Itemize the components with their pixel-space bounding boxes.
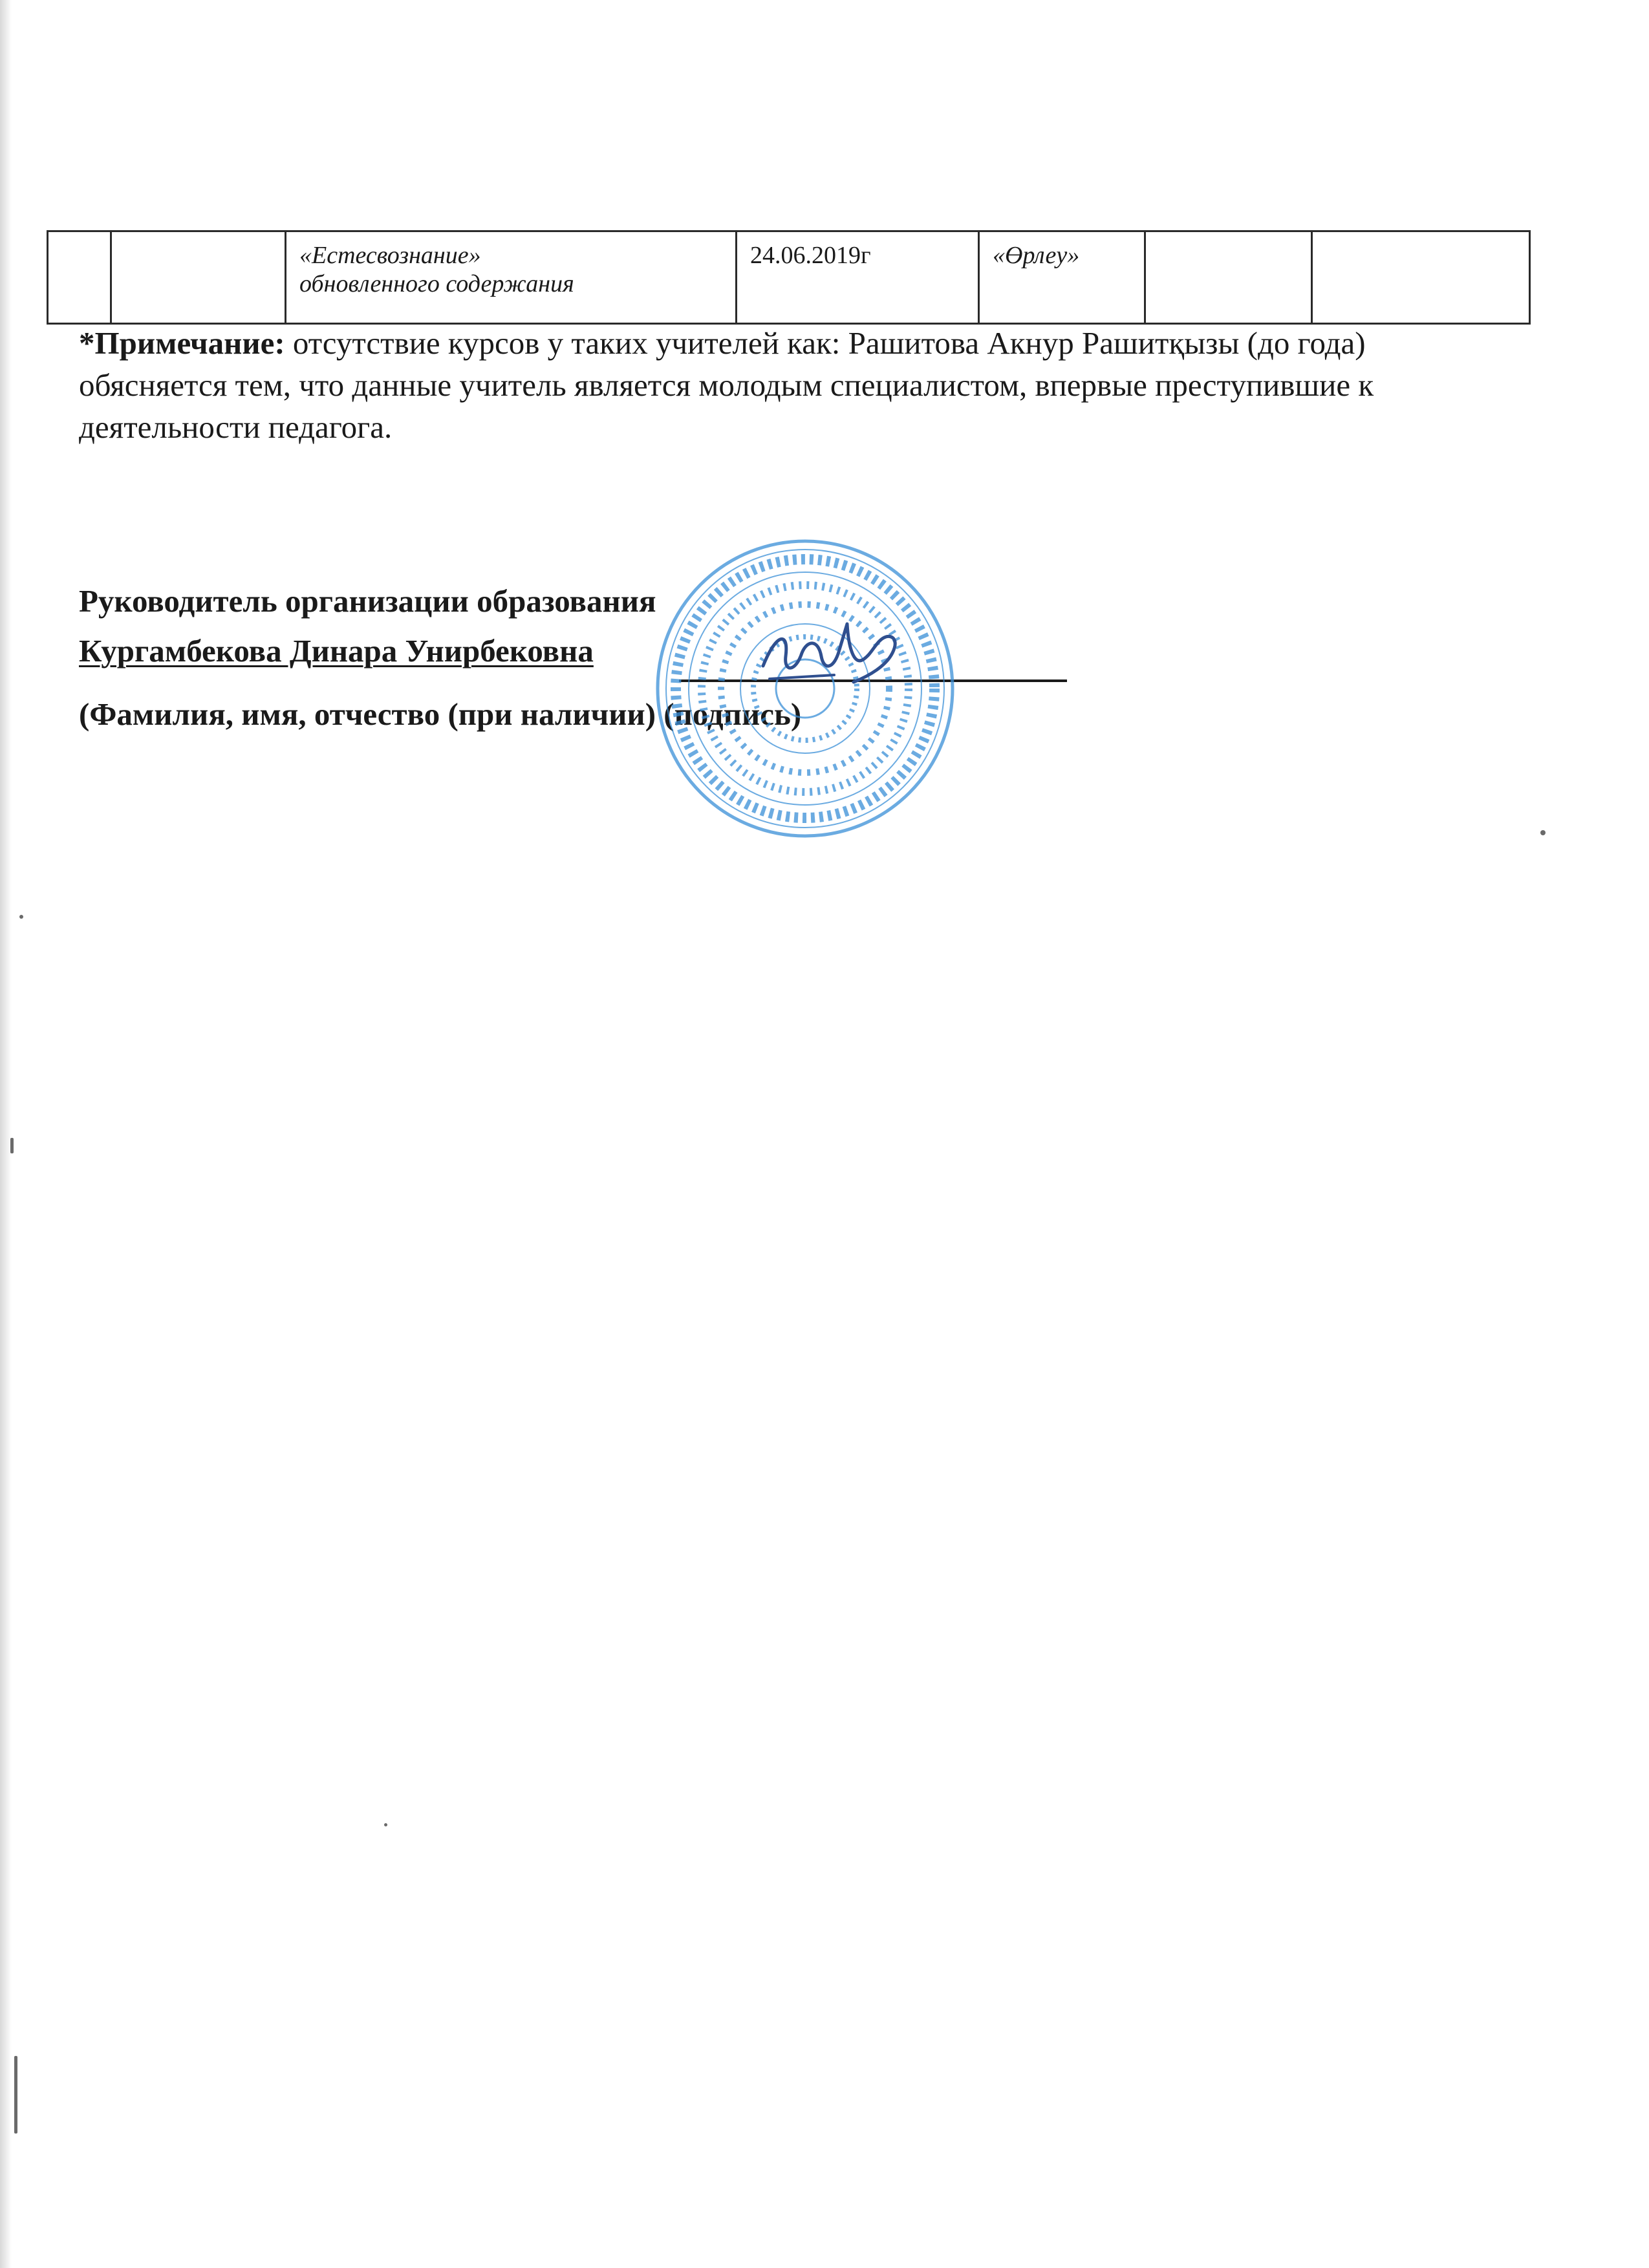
subject-line-1: «Естесвознание» xyxy=(299,242,481,269)
note-paragraph xyxy=(79,322,1411,448)
handwritten-signature xyxy=(757,621,905,692)
subject-line-2: обновленного содержания xyxy=(299,270,574,297)
scan-speck xyxy=(19,915,23,919)
table-cell-date: 24.06.2019г xyxy=(737,231,979,324)
signature-name: Кургамбекова Динара Унирбековна xyxy=(79,633,594,669)
table-cell-number xyxy=(48,231,111,324)
scan-speck xyxy=(384,1823,387,1826)
signature-title: Руководитель организации образования xyxy=(79,583,656,619)
scan-speck xyxy=(10,1138,14,1153)
note-text: отсутствие курсов у таких учителей как: Рашитова Акнур Рашитқызы (до года) обясняется тем, что данные учитель является молодым специалистом, впервые преступившие к деятельности педагога. xyxy=(79,325,1374,445)
note-label: *Примечание: xyxy=(79,325,285,361)
scan-speck xyxy=(14,2056,17,2134)
scan-edge-shadow xyxy=(0,0,12,2268)
courses-table-continuation xyxy=(47,230,1531,325)
table-cell-organizer: «Өрлеу» xyxy=(979,231,1145,324)
table-cell-empty xyxy=(1312,231,1530,324)
signature-caption: (Фамилия, имя, отчество (при наличии) (подпись) xyxy=(79,696,802,732)
table-cell-empty xyxy=(1145,231,1312,324)
table-row xyxy=(48,231,1530,324)
scan-speck xyxy=(1540,830,1546,835)
table-cell-teacher xyxy=(111,231,286,324)
table-cell-subject xyxy=(286,231,737,324)
